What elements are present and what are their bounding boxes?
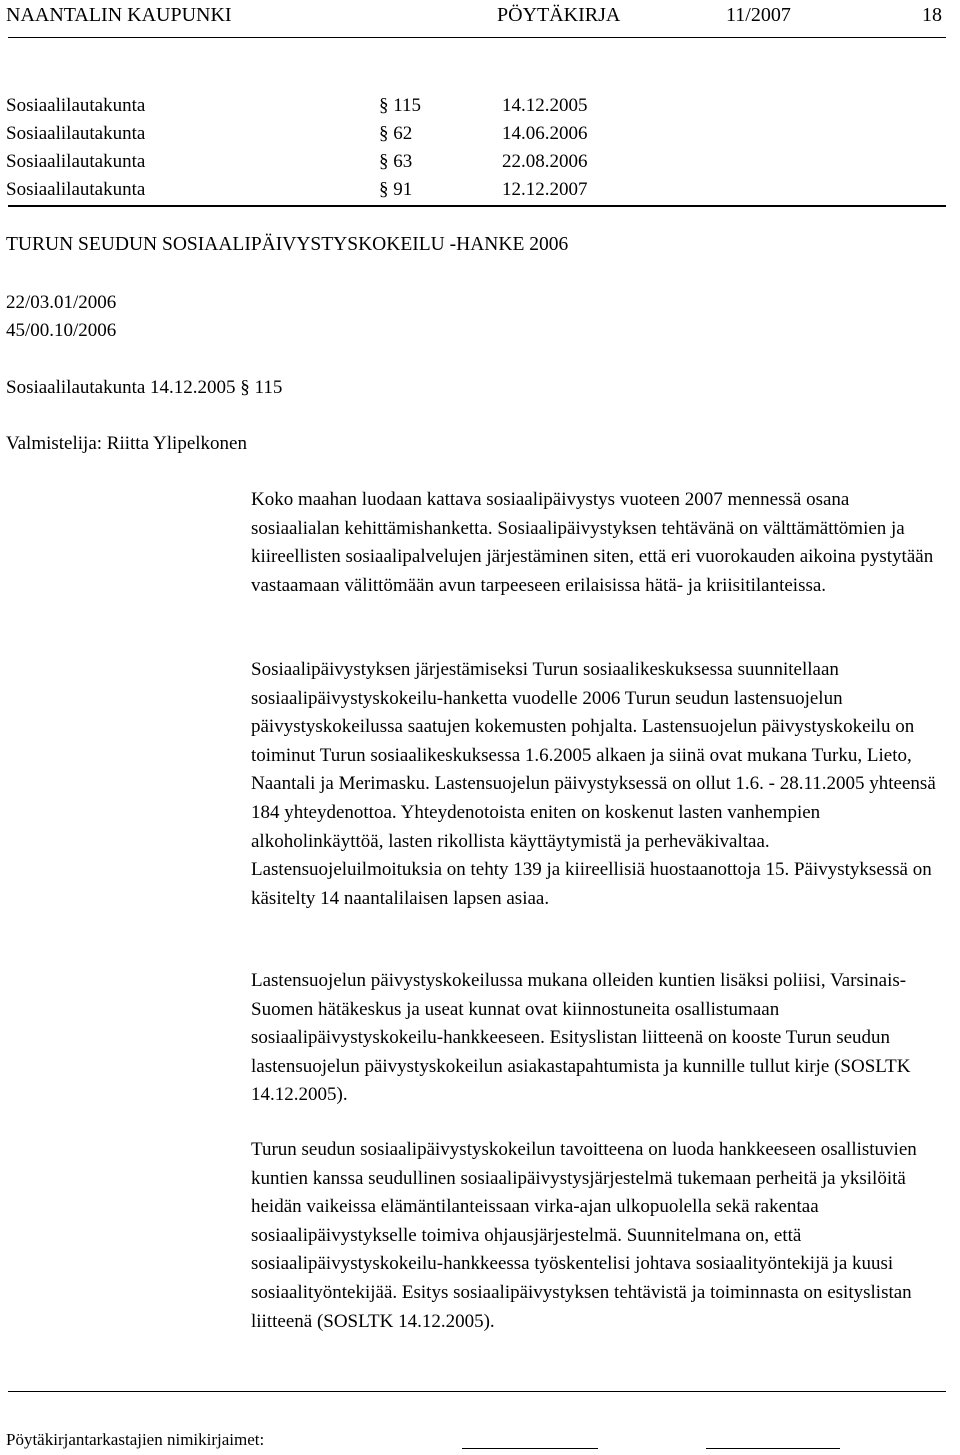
meeting-line: Sosiaalilautakunta 14.12.2005 § 115 [6,377,283,398]
reference-section: § 62 [379,123,413,144]
org-name: NAANTALIN KAUPUNKI [6,4,232,26]
reference-date: 14.12.2005 [502,95,588,116]
reference-body: Sosiaalilautakunta [6,151,146,172]
reference-section: § 63 [379,151,413,172]
reference-body: Sosiaalilautakunta [6,95,146,116]
doc-number: 11/2007 [726,4,791,26]
reference-body: Sosiaalilautakunta [6,179,146,200]
reference-date: 12.12.2007 [502,179,588,200]
reference-row [6,179,946,207]
body-paragraph: Sosiaalipäivystyksen järjestämiseksi Turun sosiaalikeskuksessa suunnitellaan sosiaalipäivystyskokeilu-hanketta vuodelle 2006 Turun seudun lastensuojelun päivystyskokeilussa saatujen kokemusten pohjalta. Lastensuojelun päivystyskokeilu on toiminut Turun sosiaalikeskuksessa 1.6.2005 alkaen ja siinä ovat mukana Turku, Lieto, Naantali ja Merimasku. Lastensuojelun päivystyksessä on ollut 1.6. - 28.11.2005 yhteensä 184 yhteydenottoa. Yhteydenotoista eniten on koskenut lasten vanhempien alkoholinkäyttöä, lasten rikollista käyttäytymistä ja perheväkivaltaa. Lastensuojeluilmoituksia on tehty 139 ja kiireellisiä huostaanottoja 15. Päivystyksessä on käsitelty 14 naantalilaisen lapsen asiaa. [251,659,936,909]
reference-date: 22.08.2006 [502,151,588,172]
page-number: 18 [922,4,942,26]
doc-type: PÖYTÄKIRJA [497,4,621,26]
item-code: 45/00.10/2006 [6,320,117,341]
body-paragraph: Koko maahan luodaan kattava sosiaalipäivystys vuoteen 2007 mennessä osana sosiaalialan kehittämishanketta. Sosiaalipäivystyksen tehtävänä on välttämättömien ja kiireellisten sosiaalipalvelujen järjestäminen siten, että eri vuorokauden aikoina pystytään vastaamaan välittömään avun tarpeeseen erilaisissa hätä- ja kriisitilanteissa. [251,489,934,596]
initials-line [462,1448,598,1449]
reference-section: § 91 [379,179,413,200]
reference-row [6,151,946,179]
references-rule [8,205,946,207]
item-title: TURUN SEUDUN SOSIAALIPÄIVYSTYSKOKEILU -HANKE 2006 [6,234,569,255]
footer-rule [8,1391,946,1392]
reference-body: Sosiaalilautakunta [6,123,146,144]
body-paragraph: Turun seudun sosiaalipäivystyskokeilun tavoitteena on luoda hankkeeseen osallistuvien kuntien kanssa seudullinen sosiaalipäivystysjärjestelmä tukemaan perheitä ja yksilöitä heidän vaikeissa elämäntilanteissaan virka-ajan ulkopuolella sekä rakentaa sosiaalipäivystykselle toimiva ohjausjärjestelmä. Suunnitelmana on, että sosiaalipäivystyskokeilu-hankkeessa työskentelisi johtava sosiaalityöntekijä ja kuusi sosiaalityöntekijää. Esitys sosiaalipäivystyksen tehtävistä ja toiminnasta on esityslistan liitteenä (SOSLTK 14.12.2005). [251,1139,917,1332]
reference-section: § 115 [379,95,422,116]
header-rule [8,37,946,38]
reference-date: 14.06.2006 [502,123,588,144]
reference-row [6,123,946,151]
initials-label: Pöytäkirjantarkastajien nimikirjaimet: [6,1430,265,1449]
body-paragraph: Lastensuojelun päivystyskokeilussa mukana olleiden kuntien lisäksi poliisi, Varsinais-Suomen hätäkeskus ja useat kunnat ovat kiinnostuneita osallistumaan sosiaalipäivystyskokeilu-hankkeeseen. Esityslistan liitteenä on kooste Turun seudun lastensuojelun päivystyskokeilun asiakastapahtumista ja kunnille tullut kirje (SOSLTK 14.12.2005). [251,970,911,1106]
initials-line [706,1448,840,1449]
preparer-line: Valmistelija: Riitta Ylipelkonen [6,433,247,454]
reference-row [6,95,946,123]
item-code: 22/03.01/2006 [6,292,117,313]
